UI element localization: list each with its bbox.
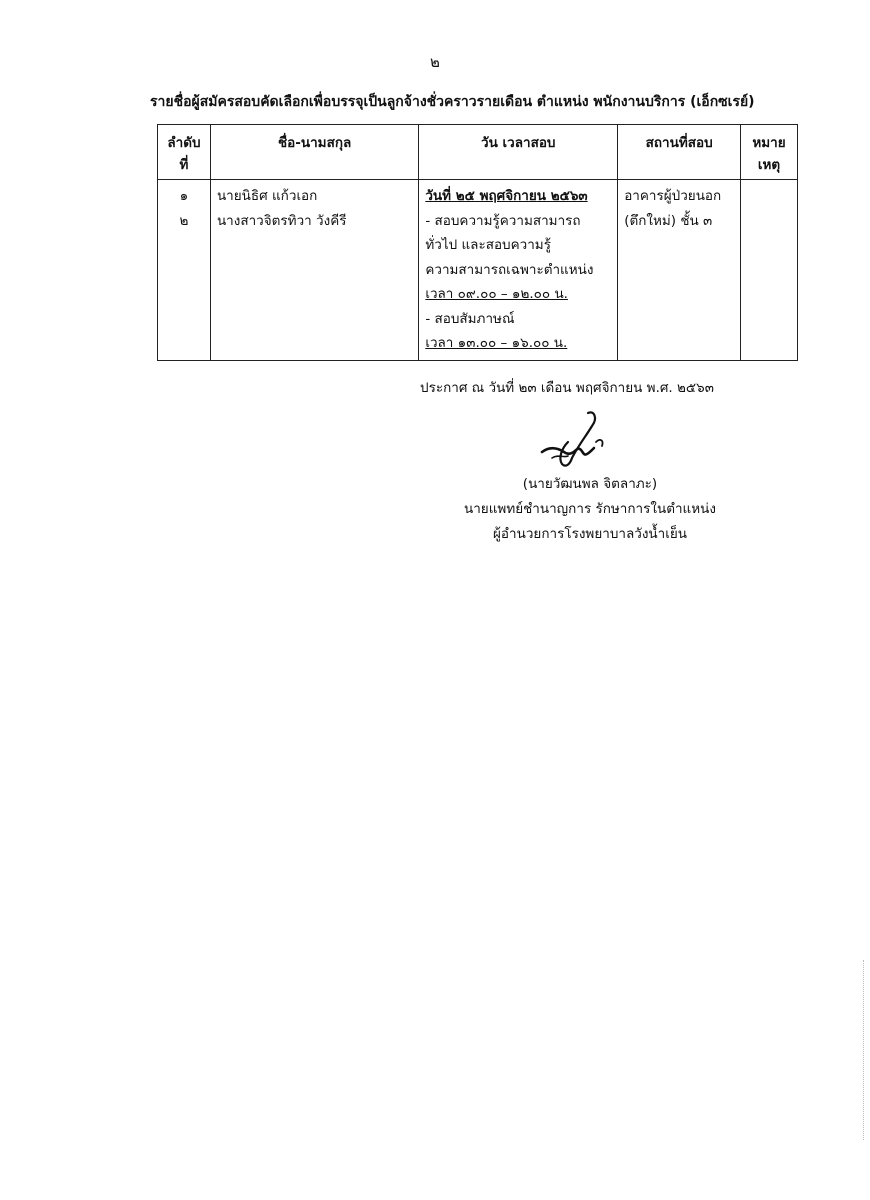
page-number: ๒ xyxy=(430,53,440,71)
table-row xyxy=(158,180,798,361)
candidate-name: นางสาวจิตรทิวา วังคีรี xyxy=(216,212,347,229)
header-place: สถานที่สอบ xyxy=(618,125,741,180)
signature xyxy=(528,408,618,470)
exam-time: เวลา ๑๓.๐๐ – ๑๖.๐๐ น. xyxy=(425,335,568,351)
place-cell xyxy=(618,180,741,361)
exam-time: เวลา ๐๙.๐๐ – ๑๒.๐๐ น. xyxy=(425,286,568,302)
exam-schedule-table xyxy=(157,124,798,361)
datetime-cell xyxy=(419,180,618,361)
header-name: ชื่อ-นามสกุล xyxy=(210,125,418,180)
number-cell xyxy=(158,180,211,361)
header-note-line1: หมาย xyxy=(752,135,786,151)
row-number: ๒ xyxy=(179,212,189,229)
signer-position: นายแพทย์ชำนาญการ รักษาการในตำแหน่ง xyxy=(464,501,716,517)
exam-item: ทั่วไป และสอบความรู้ xyxy=(425,237,551,253)
signer-name: (นายวัฒนพล จิตลาภะ) xyxy=(522,476,658,492)
document-title: รายชื่อผู้สมัครสอบคัดเลือกเพื่อบรรจุเป็นลูกจ้างชั่วคราวรายเดือน ตำแหน่ง พนักงานบริการ (เอ็กซเรย์) xyxy=(150,94,755,110)
announcement-date: ประกาศ ณ วันที่ ๒๓ เดือน พฤศจิกายน พ.ศ. ๒๕๖๓ xyxy=(420,380,714,396)
scan-edge-marks xyxy=(861,960,864,1140)
signer-position: ผู้อำนวยการโรงพยาบาลวังน้ำเย็น xyxy=(493,526,687,542)
exam-item: ความสามารถเฉพาะตำแหน่ง xyxy=(425,261,594,278)
header-datetime: วัน เวลาสอบ xyxy=(419,125,618,180)
name-cell xyxy=(210,180,418,361)
exam-item: - สอบความรู้ความสามารถ xyxy=(425,212,581,229)
header-number-line2: ที่ xyxy=(179,157,189,173)
exam-date: วันที่ ๒๕ พฤศจิกายน ๒๕๖๓ xyxy=(425,188,588,204)
header-note-line2: เหตุ xyxy=(757,157,781,173)
signature-block xyxy=(440,472,740,547)
note-cell xyxy=(741,180,798,361)
row-number: ๑ xyxy=(179,188,189,204)
header-number-line1: ลำดับ xyxy=(167,135,201,151)
header-note xyxy=(741,125,798,180)
exam-place: (ตึกใหม่) ชั้น ๓ xyxy=(624,212,713,229)
table-header-row xyxy=(158,125,798,180)
exam-item: - สอบสัมภาษณ์ xyxy=(425,310,515,327)
header-number xyxy=(158,125,211,180)
candidate-name: นายนิธิศ แก้วเอก xyxy=(216,188,318,204)
exam-place: อาคารผู้ป่วยนอก xyxy=(624,188,722,204)
